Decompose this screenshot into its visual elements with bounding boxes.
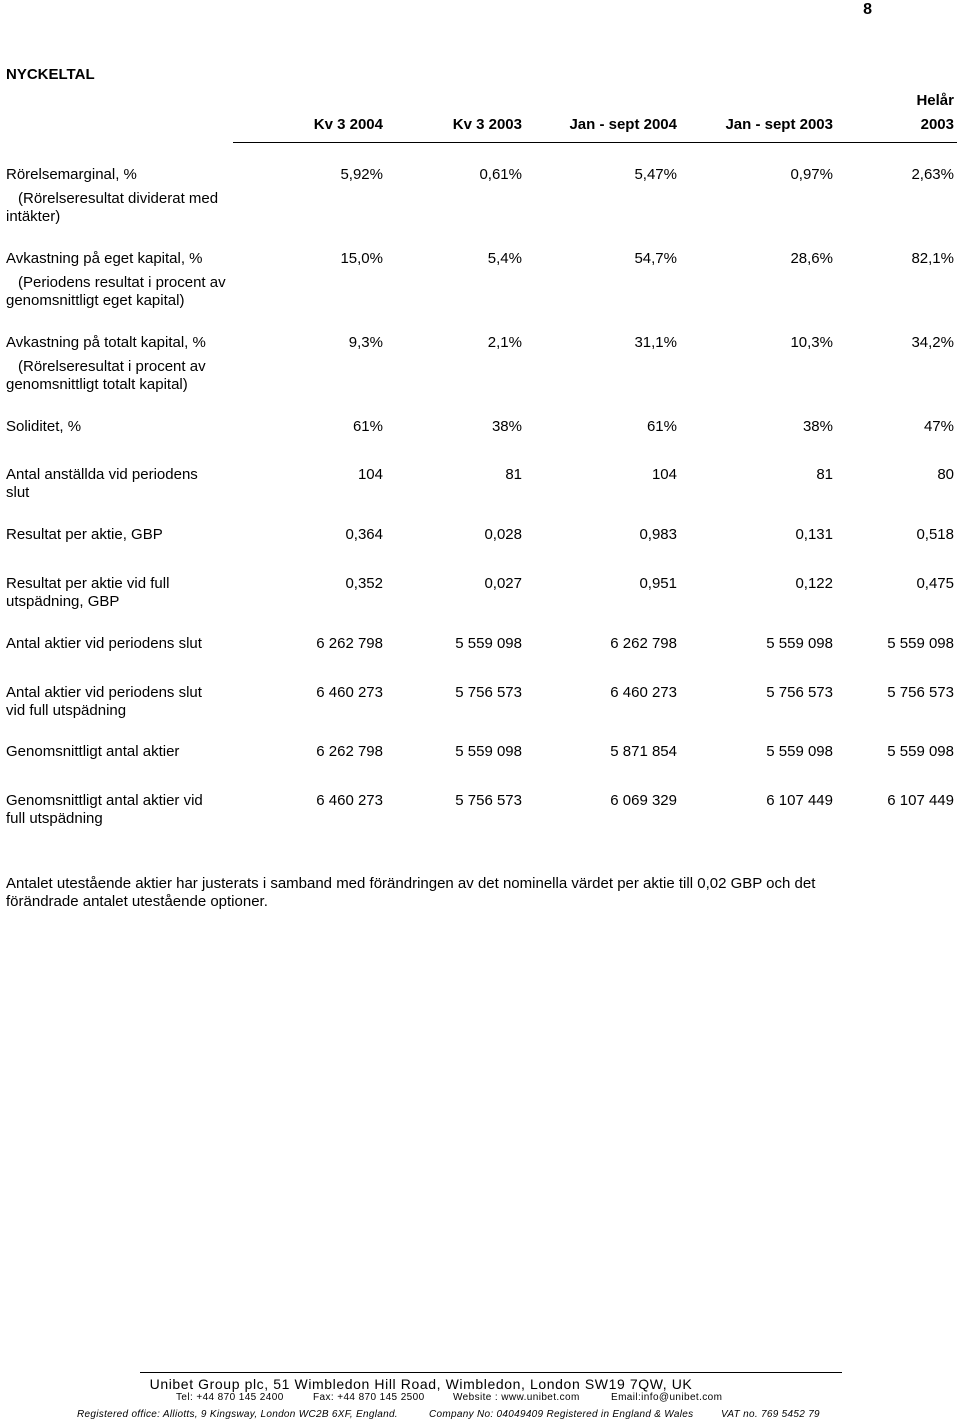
cell: 81: [505, 466, 522, 483]
cell: 61%: [646, 418, 677, 435]
col-header-q3-2003: Kv 3 2003: [452, 116, 522, 133]
cell: 0,97%: [790, 166, 833, 183]
row-label: Antal anställda vid periodens slut: [6, 466, 198, 501]
footer-vat: VAT no. 769 5452 79: [721, 1409, 820, 1420]
row-label: Soliditet, %: [6, 418, 82, 435]
cell: 5 756 573: [766, 684, 833, 701]
row-label: Rörelsemarginal, %: [6, 166, 137, 183]
cell: 0,364: [345, 526, 383, 543]
cell: 81: [816, 466, 833, 483]
cell: 9,3%: [348, 334, 383, 351]
cell: 5 871 854: [610, 743, 677, 760]
cell: 6 460 273: [316, 684, 383, 701]
cell: 104: [357, 466, 383, 483]
row-sublabel: (Periodens resultat i procent av genomsnittligt eget kapital): [6, 274, 226, 309]
cell: 61%: [352, 418, 383, 435]
row-label: Avkastning på eget kapital, %: [6, 250, 203, 267]
cell: 5 559 098: [887, 635, 954, 652]
cell: 38%: [802, 418, 833, 435]
cell: 2,1%: [487, 334, 522, 351]
cell: 5 559 098: [766, 743, 833, 760]
cell: 6 107 449: [887, 792, 954, 809]
cell: 54,7%: [634, 250, 677, 267]
cell: 6 107 449: [766, 792, 833, 809]
section-title: NYCKELTAL: [6, 66, 95, 83]
cell: 0,61%: [479, 166, 522, 183]
cell: 0,122: [795, 575, 833, 592]
cell: 6 262 798: [316, 743, 383, 760]
cell: 82,1%: [911, 250, 954, 267]
footer-fax: Fax: +44 870 145 2500: [313, 1392, 425, 1403]
cell: 10,3%: [790, 334, 833, 351]
cell: 5 756 573: [455, 684, 522, 701]
footer-company-no: Company No: 04049409 Registered in England & Wales: [429, 1409, 694, 1420]
row-label: Antal aktier vid periodens slut vid full utspädning: [6, 684, 202, 719]
footer-rule: [140, 1372, 842, 1373]
col-header-jan-sept-2004: Jan - sept 2004: [569, 116, 677, 133]
cell: 5 559 098: [887, 743, 954, 760]
cell: 6 460 273: [316, 792, 383, 809]
row-label: Genomsnittligt antal aktier: [6, 743, 180, 760]
cell: 0,131: [795, 526, 833, 543]
cell: 6 460 273: [610, 684, 677, 701]
cell: 0,518: [916, 526, 954, 543]
cell: 47%: [923, 418, 954, 435]
cell: 0,027: [484, 575, 522, 592]
cell: 34,2%: [911, 334, 954, 351]
row-label: Resultat per aktie vid full utspädning, GBP: [6, 575, 170, 610]
footer-website: Website : www.unibet.com: [453, 1392, 580, 1403]
cell: 5 756 573: [887, 684, 954, 701]
col-header-full-year: Helår: [916, 92, 954, 109]
cell: 5,4%: [487, 250, 522, 267]
cell: 15,0%: [340, 250, 383, 267]
cell: 6 262 798: [316, 635, 383, 652]
cell: 6 262 798: [610, 635, 677, 652]
cell: 0,352: [345, 575, 383, 592]
cell: 0,028: [484, 526, 522, 543]
cell: 5 756 573: [455, 792, 522, 809]
cell: 104: [651, 466, 677, 483]
cell: 31,1%: [634, 334, 677, 351]
footer-tel: Tel: +44 870 145 2400: [176, 1392, 284, 1403]
cell: 5,92%: [340, 166, 383, 183]
row-sublabel: (Rörelseresultat i procent av genomsnittligt totalt kapital): [6, 358, 206, 393]
row-label: Genomsnittligt antal aktier vid full utspädning: [6, 792, 203, 827]
footer-email: Email:info@unibet.com: [611, 1392, 723, 1403]
cell: 0,951: [639, 575, 677, 592]
footer-registered-office: Registered office: Alliotts, 9 Kingsway, London WC2B 6XF, England.: [77, 1409, 398, 1420]
cell: 28,6%: [790, 250, 833, 267]
cell: 5 559 098: [455, 635, 522, 652]
col-header-full-year-2003: 2003: [920, 116, 954, 133]
cell: 0,475: [916, 575, 954, 592]
row-label: Resultat per aktie, GBP: [6, 526, 163, 543]
cell: 5 559 098: [766, 635, 833, 652]
cell: 5,47%: [634, 166, 677, 183]
cell: 80: [937, 466, 954, 483]
header-rule: [233, 142, 957, 143]
footer-address: Unibet Group plc, 51 Wimbledon Hill Road, Wimbledon, London SW19 7QW, UK: [149, 1376, 693, 1392]
col-header-q3-2004: Kv 3 2004: [313, 116, 383, 133]
row-label: Avkastning på totalt kapital, %: [6, 334, 206, 351]
cell: 6 069 329: [610, 792, 677, 809]
cell: 2,63%: [911, 166, 954, 183]
row-sublabel: (Rörelseresultat dividerat med intäkter): [6, 190, 219, 225]
cell: 5 559 098: [455, 743, 522, 760]
row-label: Antal aktier vid periodens slut: [6, 635, 202, 652]
col-header-jan-sept-2003: Jan - sept 2003: [725, 116, 833, 133]
cell: 0,983: [639, 526, 677, 543]
footnote: Antalet utestående aktier har justerats i samband med förändringen av det nominella värdet per aktie till 0,02 GBP och det förändrade antalet utestående optioner.: [6, 875, 816, 910]
cell: 38%: [491, 418, 522, 435]
page-number: 8: [863, 1, 872, 18]
